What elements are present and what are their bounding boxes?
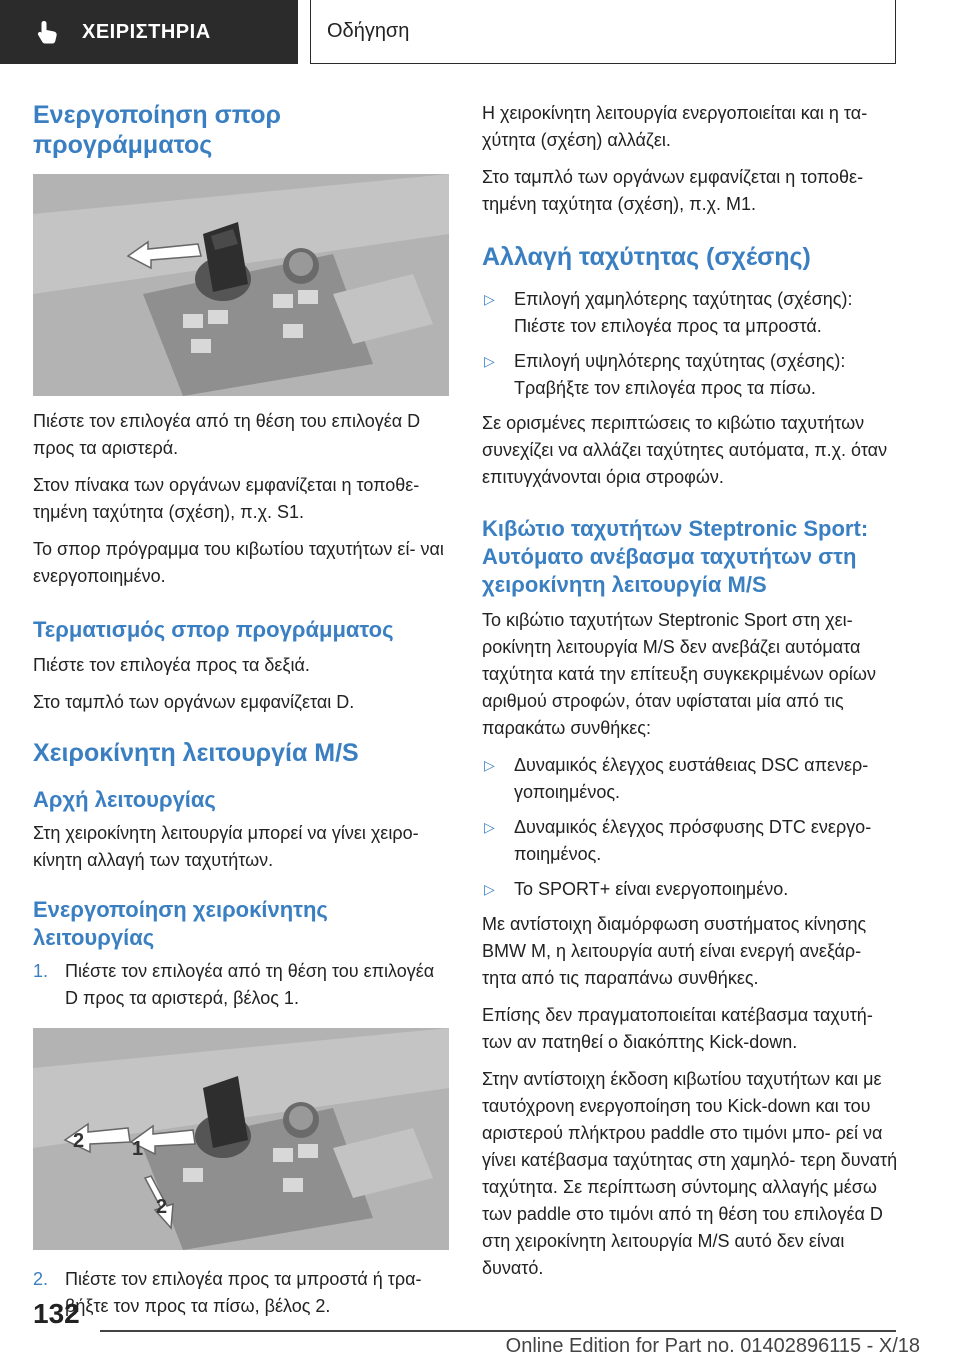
list-item (33, 958, 449, 1012)
hand-pointer-icon (34, 18, 62, 46)
edition-note: Online Edition for Part no. 01402896115 - X/18 (505, 1335, 920, 1357)
paragraph: Στην αντίστοιχη έκδοση κιβωτίου ταχυτήτων και με ταυτόχρονη ενεργοποίηση του Kick-down και του αριστερού πλήκτρου paddle στο τιμόνι μπο- ρεί να γίνει κατέβασμα ταχύτητας στη χαμηλό- τερη δυνατή ταχύτητα. Σε περίπτωση σύντομης αλλαγής μέσω των paddle στο τιμόνι από τη θέση του επιλογέα D στη χειροκίνητη λειτουργία M/S αυτό δεν είναι δυνατό. (482, 1069, 898, 1278)
list-item (482, 876, 898, 903)
heading-manual-mode: Χειροκίνητη λειτουργία M/S (33, 739, 359, 767)
list-item (482, 814, 898, 868)
paragraph: Πιέστε τον επιλογέα από τη θέση του επιλογέα D προς τα αριστερά. (33, 411, 421, 458)
manual-tab-label: ΧΕΙΡΙΣΤΗΡΙΑ (82, 20, 211, 43)
paragraph: Με αντίστοιχη διαμόρφωση συστήματος κίνησης BMW M, η λειτουργία αυτή είναι ενεργή ανεξάρ- τητα από τις παραπάνω συνθήκες. (482, 914, 867, 988)
manual-tab[interactable] (0, 0, 298, 64)
paragraph: Στο ταμπλό των οργάνων εμφανίζεται η τοποθε- τημένη ταχύτητα (σχέση), π.χ. M1. (482, 167, 864, 214)
gear-selector-photo-1 (33, 174, 449, 396)
bullet-text: Δυναμικός έλεγχος ευστάθειας DSC απενερ- γοποιημένος. (514, 755, 869, 802)
heading-sport-off: Τερματισμός σπορ προγράμματος (33, 617, 394, 642)
bullet-list (482, 286, 898, 402)
section-tab[interactable] (310, 0, 896, 64)
paragraph: Η χειροκίνητη λειτουργία ενεργοποιείται και η τα- χύτητα (σχέση) αλλάζει. (482, 103, 868, 150)
step-text: Πιέστε τον επιλογέα από τη θέση του επιλογέα D προς τα αριστερά, βέλος 1. (65, 961, 435, 1008)
list-item (482, 286, 898, 340)
left-column (33, 100, 449, 1328)
gear-selector-photo-2 (33, 1028, 449, 1250)
paragraph: Στη χειροκίνητη λειτουργία μπορεί να γίνει χειρο- κίνητη αλλαγή των ταχυτήτων. (33, 823, 419, 870)
heading-manual-on: Ενεργοποίηση χειροκίνητης λειτουργίας (33, 897, 328, 950)
steps-list (33, 958, 449, 1012)
heading-principle: Αρχή λειτουργίας (33, 787, 216, 812)
step-number: 2. (33, 1269, 49, 1289)
paragraph: Πιέστε τον επιλογέα προς τα δεξιά. (33, 655, 310, 675)
arrow-label: 1 (132, 1138, 144, 1160)
bullet-list (482, 752, 898, 903)
arrow-label: 2 (73, 1130, 85, 1152)
list-item (482, 348, 898, 402)
arrow-label: 2 (156, 1196, 168, 1218)
triangle-bullet-icon: ▷ (484, 757, 495, 773)
right-column (482, 100, 898, 1292)
list-item (33, 1266, 449, 1320)
triangle-bullet-icon: ▷ (484, 291, 495, 307)
heading-gear-change: Αλλαγή ταχύτητας (σχέσης) (482, 243, 811, 271)
triangle-bullet-icon: ▷ (484, 353, 495, 369)
bullet-text: Το SPORT+ είναι ενεργοποιημένο. (514, 879, 789, 899)
step-text: Πιέστε τον επιλογέα προς τα μπροστά ή τρα- βήξτε τον προς τα πίσω, βέλος 2. (65, 1269, 422, 1316)
step-number: 1. (33, 961, 49, 981)
bullet-text: Επιλογή υψηλότερης ταχύτητας (σχέσης): Τραβήξτε τον επιλογέα προς τα πίσω. (514, 351, 846, 398)
steps-list (33, 1266, 449, 1320)
heading-sport-on: Ενεργοποίηση σπορ προγράμματος (33, 101, 281, 159)
paragraph: Το κιβώτιο ταχυτήτων Steptronic Sport στη χει- ροκίνητη λειτουργία M/S δεν ανεβάζει αυτόματα ταχύτητα κατά την επίτευξη συγκεκριμένων ορίων αριθμού στροφών, όταν υφίσταται μία από τις παρακάτω συνθήκες: (482, 610, 876, 738)
page-number: 132 (33, 1298, 80, 1329)
triangle-bullet-icon: ▷ (484, 819, 495, 835)
paragraph: Σε ορισμένες περιπτώσεις το κιβώτιο ταχυτήτων συνεχίζει να αλλάζει ταχύτητες αυτόματα, π.χ. όταν επιτυγχάνονται όρια στροφών. (482, 413, 888, 487)
heading-steptronic: Κιβώτιο ταχυτήτων Steptronic Sport: Αυτόματο ανέβασμα ταχυτήτων στη χειροκίνητη λειτουργία M/S (482, 516, 869, 597)
bullet-text: Δυναμικός έλεγχος πρόσφυσης DTC ενεργο- ποιημένος. (514, 817, 872, 864)
triangle-bullet-icon: ▷ (484, 881, 495, 897)
section-tab-label: Οδήγηση (327, 20, 410, 42)
paragraph: Στο ταμπλό των οργάνων εμφανίζεται D. (33, 692, 355, 712)
list-item (482, 752, 898, 806)
paragraph: Επίσης δεν πραγματοποιείται κατέβασμα ταχυτή- των αν πατηθεί ο διακόπτης Kick-down. (482, 1005, 873, 1052)
footer-divider (100, 1330, 896, 1332)
paragraph: Το σπορ πρόγραμμα του κιβωτίου ταχυτήτων εί- ναι ενεργοποιημένο. (33, 539, 444, 586)
paragraph: Στον πίνακα των οργάνων εμφανίζεται η τοποθε- τημένη ταχύτητα (σχέση), π.χ. S1. (33, 475, 420, 522)
bullet-text: Επιλογή χαμηλότερης ταχύτητας (σχέσης): Πιέστε τον επιλογέα προς τα μπροστά. (514, 289, 853, 336)
